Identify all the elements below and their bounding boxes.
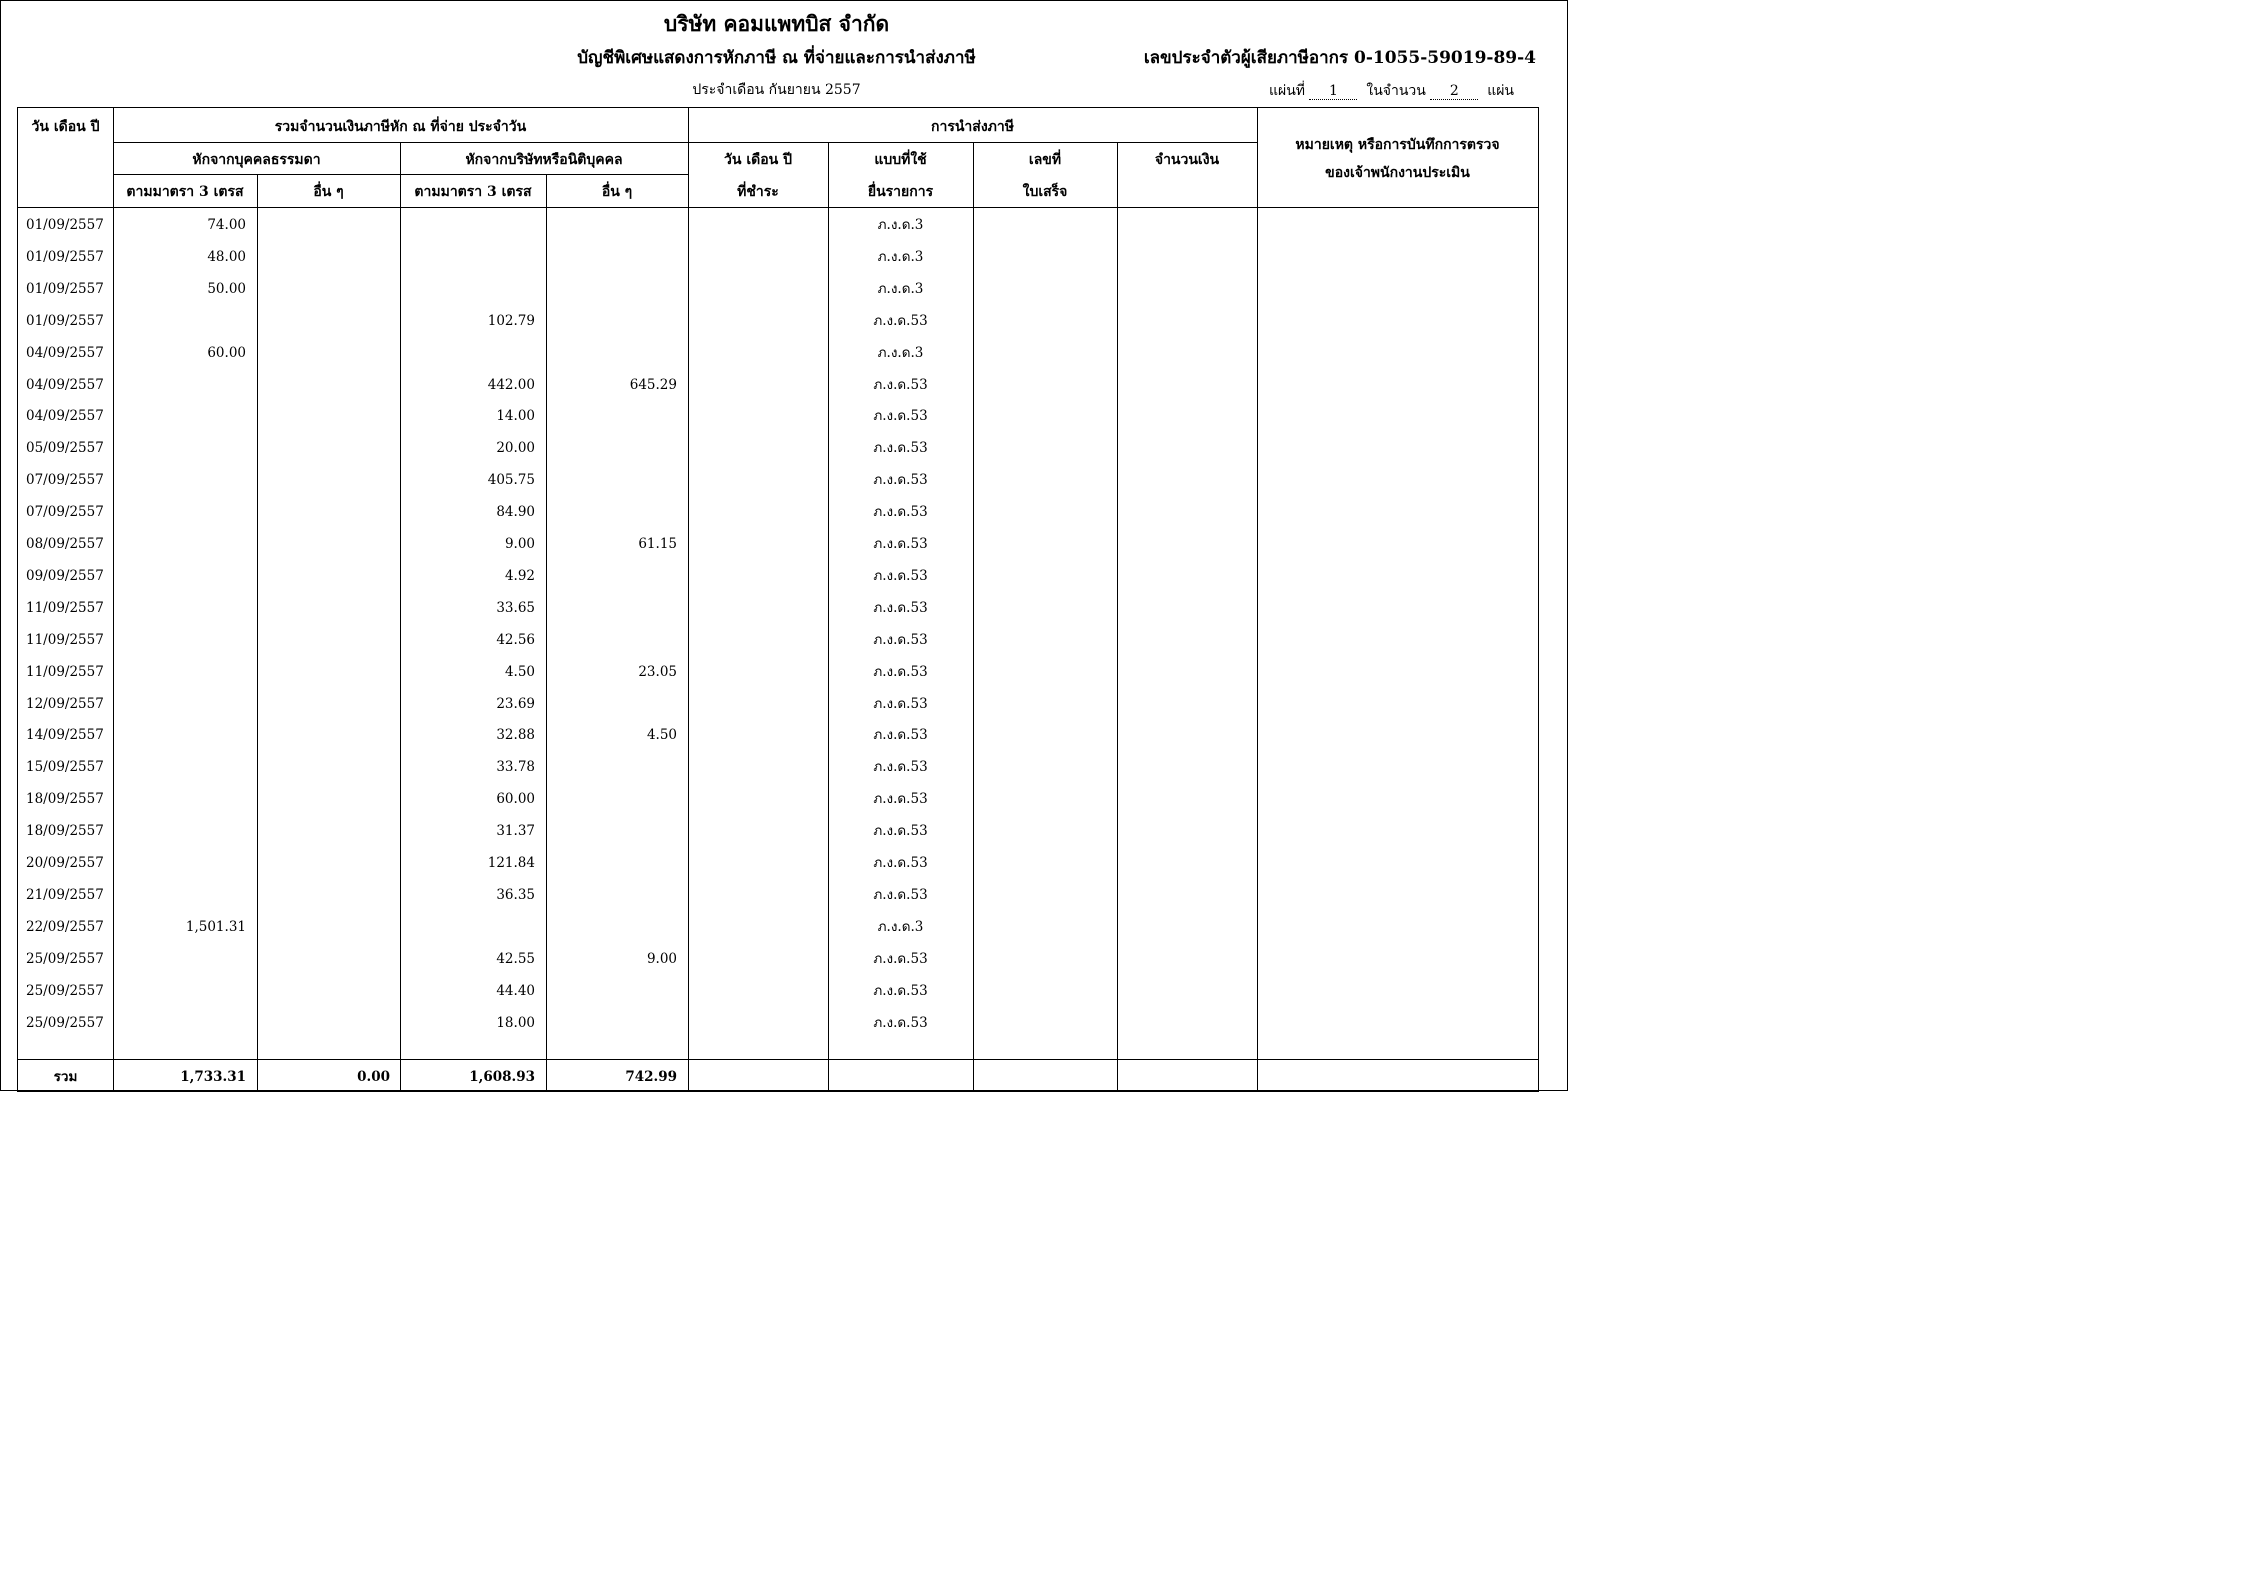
cell-ind-other bbox=[257, 751, 390, 783]
cell-corp-sec3 bbox=[400, 273, 535, 305]
cell-corp-other bbox=[546, 592, 677, 624]
cell-date: 01/09/2557 bbox=[26, 280, 104, 297]
cell-form: ภ.ง.ด.53 bbox=[873, 631, 928, 648]
cell-corp-other bbox=[546, 496, 677, 528]
tax-id-block bbox=[1144, 44, 1536, 71]
cell-ind-other bbox=[257, 943, 390, 975]
cell-ind-other bbox=[257, 241, 390, 273]
cell-corp-sec3 bbox=[400, 209, 535, 241]
col-ind-sec3-header: ตามมาตรา 3 เตรส bbox=[126, 184, 244, 200]
cell-date: 20/09/2557 bbox=[26, 855, 104, 871]
cell-ind-sec3 bbox=[113, 879, 246, 911]
cell-ind-other bbox=[257, 464, 390, 496]
cell-form: ภ.ง.ด.53 bbox=[873, 791, 928, 808]
cell-ind-other bbox=[257, 209, 390, 241]
cell-corp-sec3: 102.79 bbox=[487, 312, 535, 329]
cell-form: ภ.ง.ด.53 bbox=[873, 536, 928, 552]
cell-corp-other: 23.05 bbox=[638, 663, 677, 680]
cell-form: ภ.ง.ด.53 bbox=[873, 567, 928, 584]
cell-corp-other bbox=[546, 337, 677, 369]
cell-corp-other: 9.00 bbox=[646, 950, 677, 967]
cell-form: ภ.ง.ด.53 bbox=[873, 855, 928, 871]
cell-date: 12/09/2557 bbox=[26, 695, 104, 712]
cell-corp-sec3: 60.00 bbox=[496, 791, 535, 808]
cell-corp-other bbox=[546, 751, 677, 783]
cell-corp-other bbox=[546, 624, 677, 656]
cell-corp-sec3: 9.00 bbox=[504, 536, 535, 552]
cell-ind-other bbox=[257, 369, 390, 401]
cell-corp-other bbox=[546, 783, 677, 815]
cell-corp-other bbox=[546, 241, 677, 273]
document-title: บัญชีพิเศษแสดงการหักภาษี ณ ที่จ่ายและการนำส่งภาษี bbox=[577, 48, 976, 68]
cell-ind-sec3 bbox=[113, 815, 246, 847]
cell-ind-other bbox=[257, 656, 390, 688]
cell-corp-sec3: 36.35 bbox=[496, 886, 535, 903]
cell-ind-other bbox=[257, 400, 390, 432]
cell-corp-other bbox=[546, 879, 677, 911]
cell-corp-sec3 bbox=[400, 337, 535, 369]
cell-form: ภ.ง.ด.53 bbox=[873, 376, 928, 393]
cell-ind-sec3 bbox=[113, 688, 246, 720]
cell-form: ภ.ง.ด.3 bbox=[877, 248, 924, 265]
cell-corp-sec3 bbox=[400, 241, 535, 273]
cell-date: 11/09/2557 bbox=[26, 663, 104, 680]
cell-corp-sec3: 4.50 bbox=[504, 663, 535, 680]
col-divider bbox=[688, 108, 689, 1092]
cell-date: 01/09/2557 bbox=[26, 217, 104, 233]
col-form-header: แบบที่ใช้ bbox=[874, 152, 927, 168]
total-corp-sec3: 1,608.93 bbox=[469, 1069, 535, 1085]
cell-ind-sec3: 60.00 bbox=[207, 344, 246, 361]
cell-corp-sec3: 42.56 bbox=[496, 631, 535, 648]
cell-corp-sec3: 121.84 bbox=[487, 855, 535, 871]
cell-ind-sec3 bbox=[113, 369, 246, 401]
cell-corp-sec3: 442.00 bbox=[487, 376, 535, 393]
col-receipt-header: เลขที่ bbox=[1028, 152, 1062, 168]
cell-corp-other bbox=[546, 464, 677, 496]
cell-ind-other bbox=[257, 432, 390, 464]
cell-corp-sec3: 33.78 bbox=[496, 759, 535, 776]
col-divider bbox=[973, 143, 974, 1092]
cell-ind-sec3: 1,501.31 bbox=[185, 918, 246, 935]
cell-corp-other bbox=[546, 560, 677, 592]
cell-date: 15/09/2557 bbox=[26, 759, 104, 776]
cell-ind-other bbox=[257, 815, 390, 847]
col-remark-header-2: ของเจ้าพนักงานประเมิน bbox=[1325, 165, 1470, 181]
cell-corp-other: 61.15 bbox=[638, 536, 677, 552]
sheet-unit-label: แผ่น bbox=[1487, 83, 1514, 99]
col-receipt-header-2: ใบเสร็จ bbox=[1022, 184, 1068, 200]
header-bottom-line bbox=[18, 207, 1538, 208]
total-ind-sec3: 1,733.31 bbox=[180, 1069, 246, 1085]
cell-ind-other bbox=[257, 305, 390, 337]
cell-ind-sec3 bbox=[113, 751, 246, 783]
cell-date: 04/09/2557 bbox=[26, 376, 104, 393]
cell-ind-sec3 bbox=[113, 1007, 246, 1039]
cell-form: ภ.ง.ด.53 bbox=[873, 440, 928, 457]
cell-ind-other bbox=[257, 1007, 390, 1039]
col-corp-other-header: อื่น ๆ bbox=[601, 184, 633, 200]
cell-ind-other bbox=[257, 560, 390, 592]
cell-form: ภ.ง.ด.53 bbox=[873, 950, 928, 967]
col-paid-date-header-2: ที่ชำระ bbox=[737, 184, 779, 200]
cell-date: 07/09/2557 bbox=[26, 472, 104, 489]
cell-form: ภ.ง.ด.53 bbox=[873, 504, 928, 521]
cell-corp-sec3: 42.55 bbox=[496, 950, 535, 967]
cell-corp-other bbox=[546, 911, 677, 943]
total-ind-other: 0.00 bbox=[357, 1069, 390, 1085]
total-corp-other: 742.99 bbox=[625, 1069, 677, 1085]
col-date-header: วัน เดือน ปี bbox=[31, 119, 100, 135]
cell-ind-other bbox=[257, 719, 390, 751]
cell-corp-sec3: 23.69 bbox=[496, 695, 535, 712]
cell-ind-other bbox=[257, 911, 390, 943]
sheet-number: 1 bbox=[1309, 83, 1357, 100]
totals-bottom-line bbox=[18, 1091, 1538, 1092]
cell-date: 25/09/2557 bbox=[26, 1014, 104, 1031]
cell-date: 11/09/2557 bbox=[26, 599, 104, 616]
col-divider bbox=[1117, 143, 1118, 1092]
cell-corp-sec3: 32.88 bbox=[496, 727, 535, 744]
sheet-label: แผ่นที่ bbox=[1268, 83, 1305, 99]
cell-ind-sec3 bbox=[113, 975, 246, 1007]
cell-ind-other bbox=[257, 273, 390, 305]
cell-ind-other bbox=[257, 528, 390, 560]
cell-date: 04/09/2557 bbox=[26, 408, 104, 425]
cell-corp-sec3: 84.90 bbox=[496, 504, 535, 521]
cell-corp-sec3: 33.65 bbox=[496, 599, 535, 616]
cell-form: ภ.ง.ด.53 bbox=[873, 599, 928, 616]
cell-ind-sec3 bbox=[113, 528, 246, 560]
cell-date: 04/09/2557 bbox=[26, 344, 104, 361]
cell-ind-other bbox=[257, 879, 390, 911]
cell-date: 22/09/2557 bbox=[26, 918, 104, 935]
cell-ind-sec3 bbox=[113, 783, 246, 815]
cell-ind-sec3 bbox=[113, 719, 246, 751]
col-remark-header: หมายเหตุ หรือการบันทึกการตรวจ bbox=[1295, 137, 1500, 153]
col-corp-sec3-header: ตามมาตรา 3 เตรส bbox=[414, 184, 532, 200]
cell-form: ภ.ง.ด.53 bbox=[873, 886, 928, 903]
cell-date: 21/09/2557 bbox=[26, 886, 104, 903]
cell-date: 18/09/2557 bbox=[26, 823, 104, 840]
cell-corp-other: 645.29 bbox=[629, 376, 677, 393]
cell-corp-sec3: 18.00 bbox=[496, 1014, 535, 1031]
totals-top-line bbox=[18, 1059, 1538, 1060]
col-corporate-header: หักจากบริษัทหรือนิติบุคคล bbox=[465, 152, 623, 168]
cell-ind-other bbox=[257, 624, 390, 656]
cell-ind-other bbox=[257, 496, 390, 528]
cell-form: ภ.ง.ด.53 bbox=[873, 663, 928, 680]
cell-ind-sec3 bbox=[113, 560, 246, 592]
cell-date: 05/09/2557 bbox=[26, 440, 104, 457]
cell-form: ภ.ง.ด.53 bbox=[873, 312, 928, 329]
cell-date: 18/09/2557 bbox=[26, 791, 104, 808]
totals-label: รวม bbox=[53, 1069, 78, 1085]
cell-corp-other bbox=[546, 432, 677, 464]
cell-form: ภ.ง.ด.53 bbox=[873, 1014, 928, 1031]
tax-id-label: เลขประจำตัวผู้เสียภาษีอากร bbox=[1143, 48, 1349, 68]
cell-corp-sec3: 44.40 bbox=[496, 982, 535, 999]
cell-date: 25/09/2557 bbox=[26, 950, 104, 967]
cell-corp-sec3 bbox=[400, 911, 535, 943]
cell-date: 11/09/2557 bbox=[26, 631, 104, 648]
cell-form: ภ.ง.ด.53 bbox=[873, 472, 928, 489]
cell-form: ภ.ง.ด.3 bbox=[877, 280, 924, 297]
cell-ind-sec3 bbox=[113, 400, 246, 432]
cell-ind-sec3 bbox=[113, 592, 246, 624]
cell-ind-sec3: 48.00 bbox=[207, 248, 246, 265]
cell-corp-other bbox=[546, 815, 677, 847]
cell-corp-other bbox=[546, 273, 677, 305]
col-divider bbox=[1257, 108, 1258, 1092]
cell-ind-other bbox=[257, 847, 390, 879]
ledger-table bbox=[17, 107, 1539, 1092]
cell-ind-other bbox=[257, 688, 390, 720]
cell-corp-sec3: 31.37 bbox=[496, 823, 535, 840]
cell-ind-sec3 bbox=[113, 847, 246, 879]
col-individual-header: หักจากบุคคลธรรมดา bbox=[192, 152, 321, 168]
cell-date: 01/09/2557 bbox=[26, 312, 104, 329]
cell-form: ภ.ง.ด.53 bbox=[873, 727, 928, 744]
cell-corp-other bbox=[546, 209, 677, 241]
cell-form: ภ.ง.ด.3 bbox=[877, 918, 924, 935]
cell-ind-sec3 bbox=[113, 943, 246, 975]
sheet-total: 2 bbox=[1430, 83, 1478, 100]
cell-ind-other bbox=[257, 592, 390, 624]
col-form-header-2: ยื่นรายการ bbox=[867, 184, 934, 200]
cell-ind-other bbox=[257, 783, 390, 815]
cell-form: ภ.ง.ด.53 bbox=[873, 982, 928, 999]
sheet-of-label: ในจำนวน bbox=[1366, 83, 1426, 99]
cell-date: 07/09/2557 bbox=[26, 504, 104, 521]
cell-ind-sec3 bbox=[113, 432, 246, 464]
row-divider bbox=[113, 174, 688, 175]
company-name: บริษัท คอมแพทบิส จำกัด bbox=[663, 11, 890, 36]
cell-date: 14/09/2557 bbox=[26, 727, 104, 744]
cell-corp-other bbox=[546, 975, 677, 1007]
cell-corp-sec3: 14.00 bbox=[496, 408, 535, 425]
cell-corp-other bbox=[546, 305, 677, 337]
cell-date: 08/09/2557 bbox=[26, 536, 104, 552]
col-daily-total-header: รวมจำนวนเงินภาษีหัก ณ ที่จ่าย ประจำวัน bbox=[274, 119, 527, 135]
cell-corp-sec3: 405.75 bbox=[487, 472, 535, 489]
cell-date: 01/09/2557 bbox=[26, 248, 104, 265]
col-amount-header: จำนวนเงิน bbox=[1154, 152, 1220, 168]
col-remittance-header: การนำส่งภาษี bbox=[931, 119, 1014, 135]
cell-corp-other bbox=[546, 1007, 677, 1039]
cell-corp-other bbox=[546, 400, 677, 432]
cell-ind-other bbox=[257, 337, 390, 369]
tax-id-value: 0-1055-59019-89-4 bbox=[1354, 48, 1536, 68]
cell-corp-other bbox=[546, 847, 677, 879]
cell-ind-other bbox=[257, 975, 390, 1007]
cell-ind-sec3 bbox=[113, 464, 246, 496]
period: ประจำเดือน กันยายน 2557 bbox=[692, 82, 861, 98]
cell-form: ภ.ง.ด.53 bbox=[873, 823, 928, 840]
cell-form: ภ.ง.ด.53 bbox=[873, 408, 928, 425]
cell-ind-sec3 bbox=[113, 496, 246, 528]
row-divider bbox=[113, 142, 1257, 143]
sheet-info bbox=[1269, 80, 1514, 102]
cell-form: ภ.ง.ด.53 bbox=[873, 759, 928, 776]
cell-ind-sec3 bbox=[113, 624, 246, 656]
cell-corp-other: 4.50 bbox=[646, 727, 677, 744]
cell-date: 25/09/2557 bbox=[26, 982, 104, 999]
cell-corp-sec3: 20.00 bbox=[496, 440, 535, 457]
cell-form: ภ.ง.ด.53 bbox=[873, 695, 928, 712]
cell-form: ภ.ง.ด.3 bbox=[877, 217, 924, 233]
cell-corp-other bbox=[546, 688, 677, 720]
cell-form: ภ.ง.ด.3 bbox=[877, 344, 924, 361]
cell-ind-sec3: 50.00 bbox=[207, 280, 246, 297]
cell-ind-sec3 bbox=[113, 656, 246, 688]
cell-date: 09/09/2557 bbox=[26, 567, 104, 584]
col-paid-date-header: วัน เดือน ปี bbox=[724, 152, 792, 168]
col-ind-other-header: อื่น ๆ bbox=[313, 184, 344, 200]
cell-corp-sec3: 4.92 bbox=[504, 567, 535, 584]
cell-ind-sec3: 74.00 bbox=[207, 217, 246, 233]
cell-ind-sec3 bbox=[113, 305, 246, 337]
